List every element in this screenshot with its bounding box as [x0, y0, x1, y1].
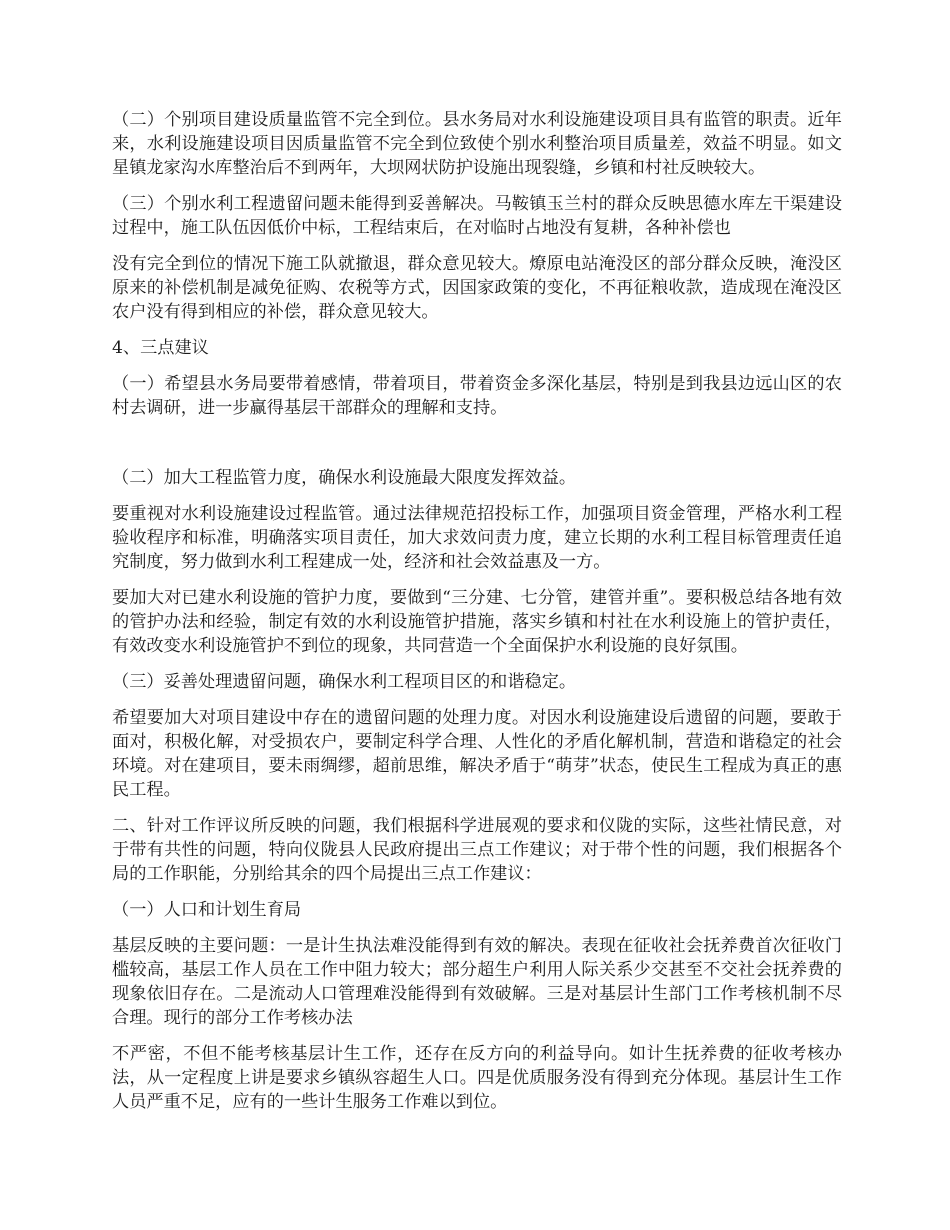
- paragraph-legacy-issues-continued: 没有完全到位的情况下施工队就撤退，群众意见较大。燎原电站淹没区的部分群众反映，淹没区原来的补偿机制是减免征购、农税等方式，因国家政策的变化，不再征粮收款，造成现在淹没区农户没有得到相应的补偿，群众意见较大。: [112, 254, 842, 322]
- paragraph-construction-supervision: 要重视对水利设施建设过程监管。通过法律规范招投标工作，加强项目资金管理，严格水利工程验收程序和标准，明确落实项目责任，加大求效问责力度，建立长期的水利工程目标管理责任追究制度，努力做到水利工程建成一处，经济和社会效益惠及一方。: [112, 504, 842, 572]
- paragraph-suggestion-two-heading: （二）加大工程监管力度，确保水利设施最大限度发挥效益。: [112, 468, 577, 488]
- paragraph-maintenance: 要加大对已建水利设施的管护力度，要做到“三分建、七分管，建管并重”。要积极总结各地有效的管护办法和经验，制定有效的水利设施管护措施，落实乡镇和村社在水利设施上的管护责任，有效改变水利设施管护不到位的现象，共同营造一个全面保护水利设施的良好氛围。: [112, 588, 842, 656]
- document-body: [112, 108, 842, 1126]
- paragraph-family-planning-issues: 基层反映的主要问题：一是计生执法难没能得到有效的解决。表现在征收社会抚养费首次征收门槛较高，基层工作人员在工作中阻力较大；部分超生户利用人际关系少交甚至不交社会抚养费的现象依旧存在。二是流动人口管理难没能得到有效破解。三是对基层计生部门工作考核机制不尽合理。现行的部分工作考核办法: [112, 936, 842, 1028]
- paragraph-legacy-handling: 希望要加大对项目建设中存在的遗留问题的处理力度。对因水利设施建设后遗留的问题，要敢于面对，积极化解，对受损农户，要制定科学合理、人性化的矛盾化解机制，营造和谐稳定的社会环境。对在建项目，要未雨绸缪，超前思维，解决矛盾于“萌芽”状态，使民生工程成为真正的惠民工程。: [112, 708, 842, 800]
- paragraph-legacy-issues: （三）个别水利工程遗留问题未能得到妥善解决。马鞍镇玉兰村的群众反映思德水库左干渠建设过程中，施工队伍因低价中标，工程结束后，在对临时占地没有复耕，各种补偿也: [112, 194, 842, 238]
- paragraph-family-planning-issues-continued: 不严密，不但不能考核基层计生工作，还存在反方向的利益导向。如计生抚养费的征收考核办法，从一定程度上讲是要求乡镇纵容超生人口。四是优质服务没有得到充分体现。基层计生工作人员严重不足，应有的一些计生服务工作难以到位。: [112, 1044, 842, 1112]
- paragraph-suggestion-one: （一）希望县水务局要带着感情，带着项目，带着资金多深化基层，特别是到我县边远山区的农村去调研，进一步赢得基层干部群众的理解和支持。: [112, 374, 842, 418]
- section-heading-suggestions: 4、三点建议: [112, 338, 209, 358]
- paragraph-suggestion-three-heading: （三）妥善处理遗留问题，确保水利工程项目区的和谐稳定。: [112, 672, 577, 692]
- paragraph-quality-supervision: （二）个别项目建设质量监管不完全到位。县水务局对水利设施建设项目具有监管的职责。近年来，水利设施建设项目因质量监管不完全到位致使个别水利整治项目质量差，效益不明显。如文星镇龙家沟水库整治后不到两年，大坝网状防护设施出现裂缝，乡镇和村社反映较大。: [112, 110, 842, 178]
- paragraph-section-two: 二、针对工作评议所反映的问题，我们根据科学进展观的要求和仪陇的实际，这些社情民意，对于带有共性的问题，特向仪陇县人民政府提出三点工作建议；对于带个性的问题，我们根据各个局的工作职能，分别给其余的四个局提出三点工作建议：: [112, 816, 842, 884]
- paragraph-family-planning-heading: （一）人口和计划生育局: [112, 900, 302, 920]
